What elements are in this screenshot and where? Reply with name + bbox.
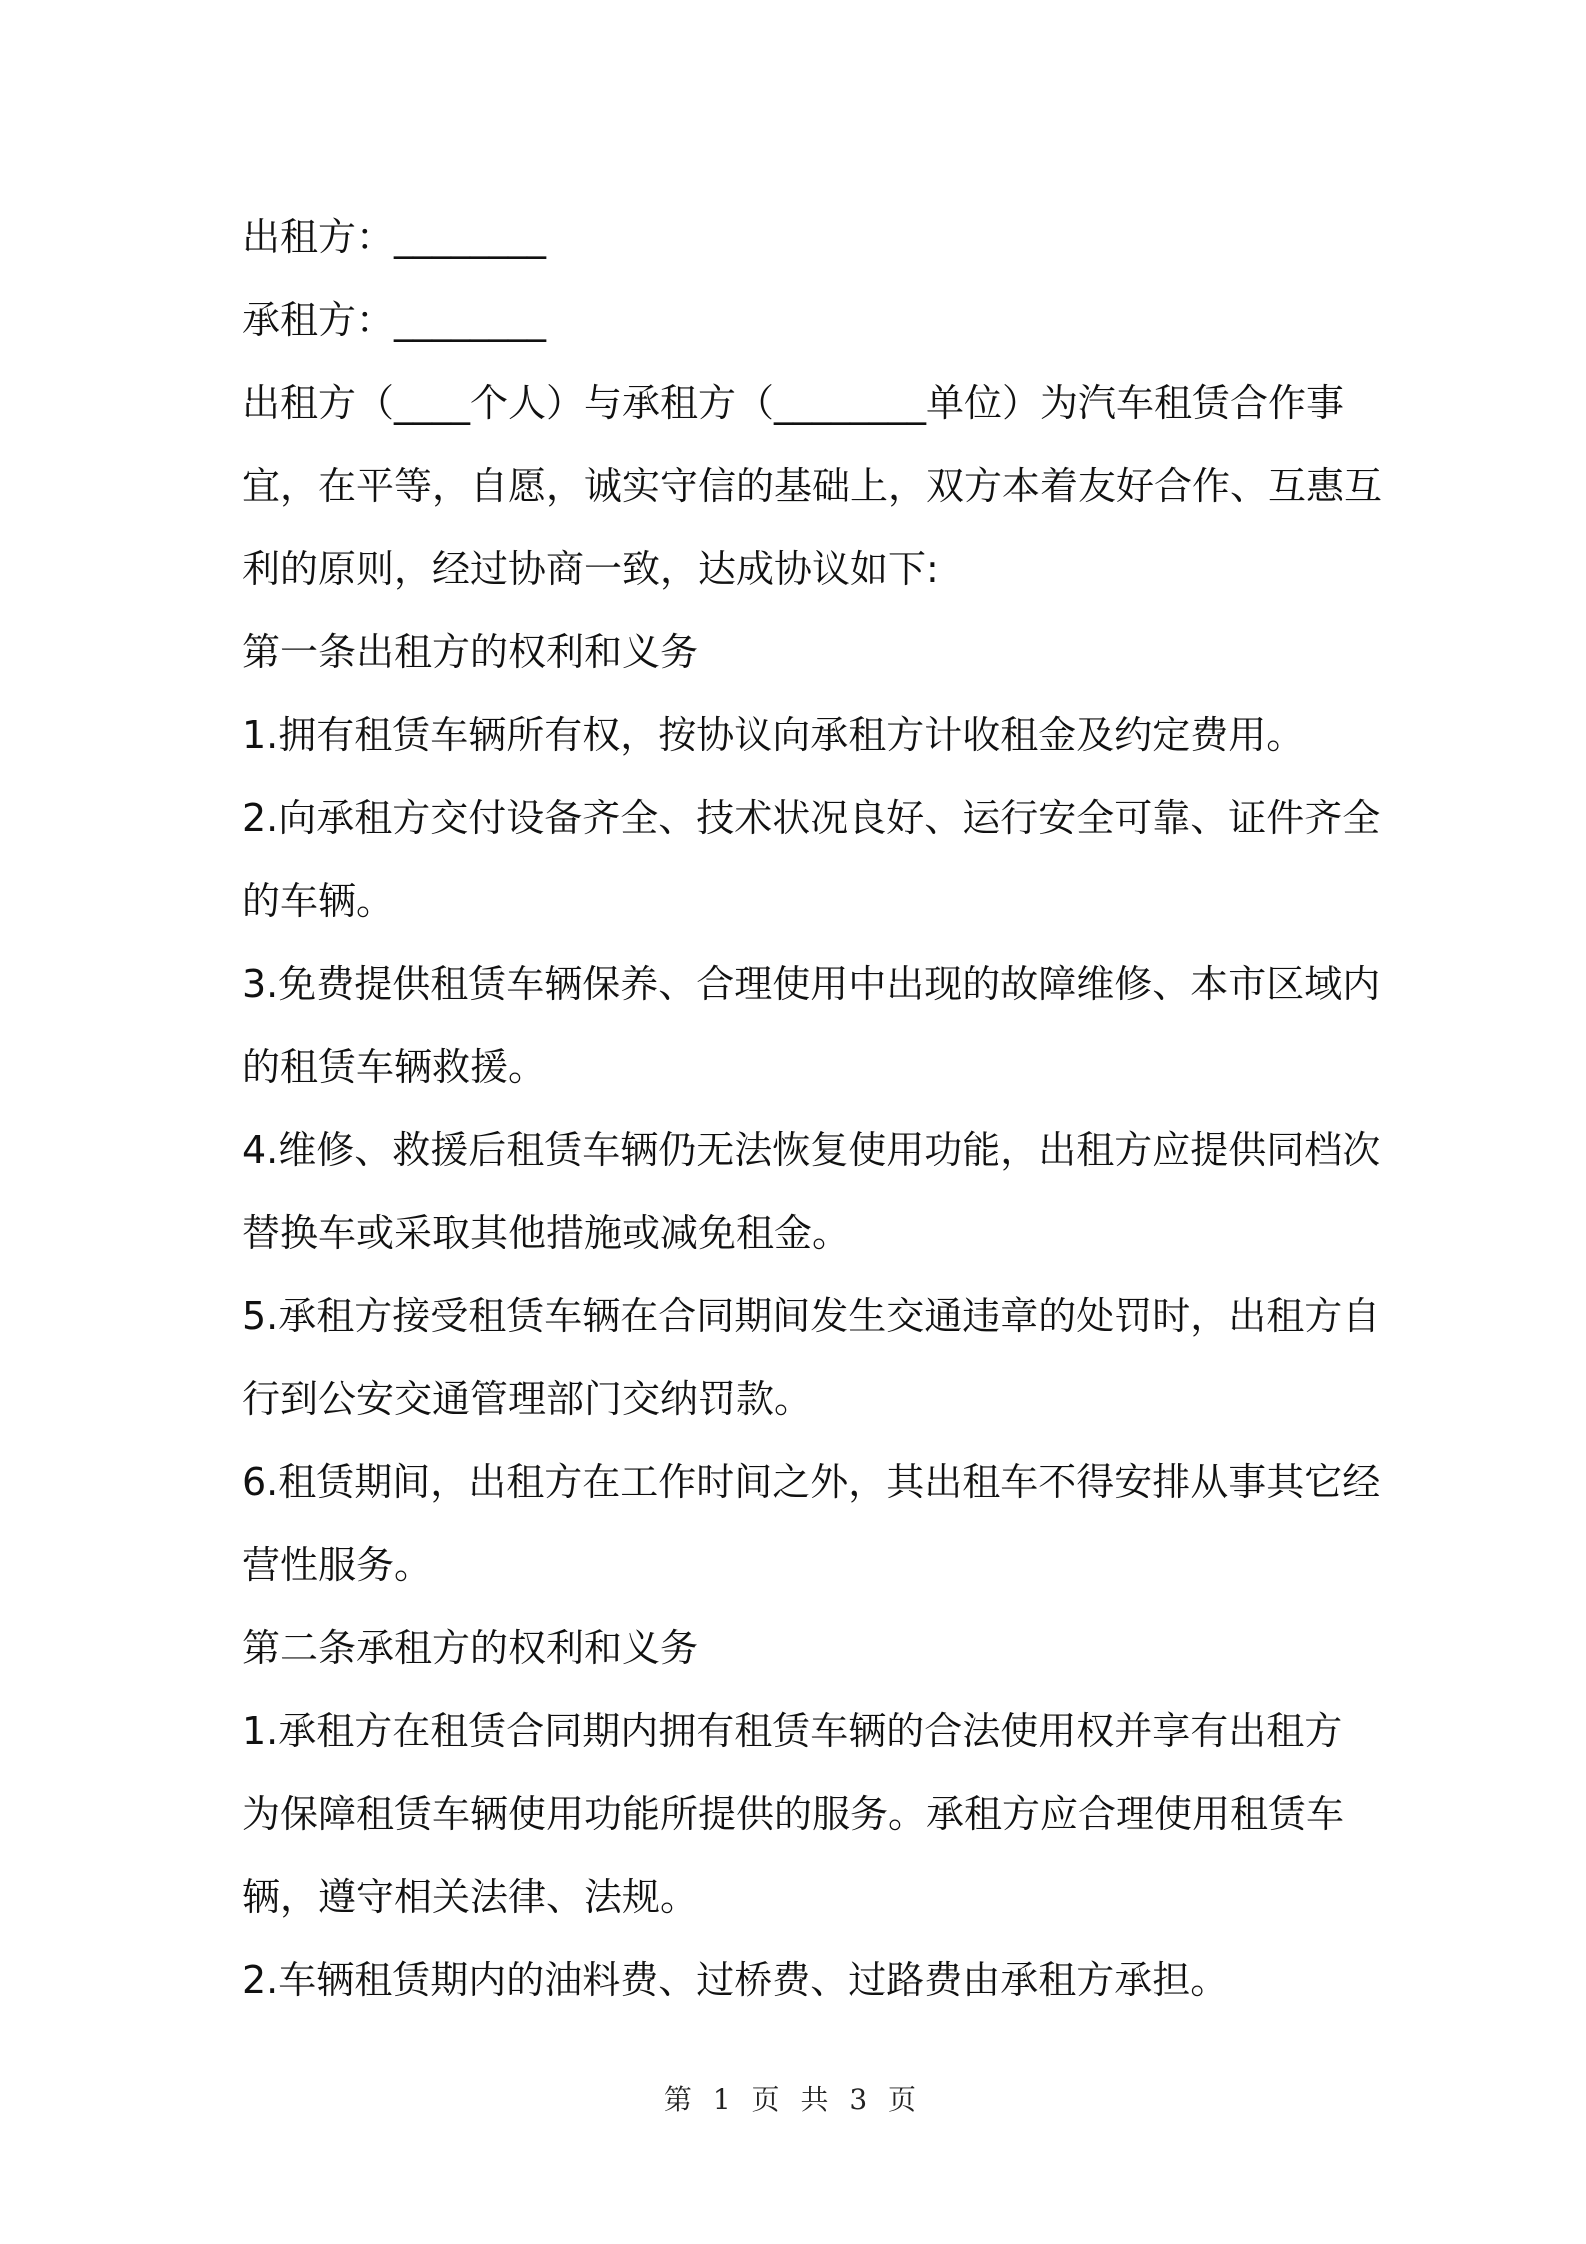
intro-paragraph-line-1: 出租方（____个人）与承租方（________单位）为汽车租赁合作事 [242,381,1345,425]
section-1-item-4-line-2: 替换车或采取其他措施或减免租金。 [242,1211,851,1255]
section-1-item-3-line-2: 的租赁车辆救援。 [242,1045,547,1089]
lessor-line: 出租方：________ [242,215,547,259]
section-2-item-1-line-3: 辆，遵守相关法律、法规。 [242,1875,699,1919]
section-1-item-3-line-1: 3.免费提供租赁车辆保养、合理使用中出现的故障维修、本市区域内 [242,962,1381,1006]
page-number-footer: 第 1 页 共 3 页 [663,2083,923,2116]
section-heading-2: 第二条承租方的权利和义务 [242,1626,699,1670]
section-1-item-1: 1.拥有租赁车辆所有权，按协议向承租方计收租金及约定费用。 [242,713,1305,757]
document-body [242,196,1383,2022]
section-1-item-2-line-2: 的车辆。 [242,879,395,923]
section-1-item-6-line-1: 6.租赁期间，出租方在工作时间之外，其出租车不得安排从事其它经 [242,1460,1381,1504]
intro-paragraph-line-2: 宜，在平等，自愿，诚实守信的基础上，双方本着友好合作、互惠互 [242,464,1383,508]
section-1-item-4-line-1: 4.维修、救援后租赁车辆仍无法恢复使用功能，出租方应提供同档次 [242,1128,1381,1172]
section-2-item-1-line-2: 为保障租赁车辆使用功能所提供的服务。承租方应合理使用租赁车 [242,1792,1345,1836]
section-2-item-1-line-1: 1.承租方在租赁合同期内拥有租赁车辆的合法使用权并享有出租方 [242,1709,1343,1753]
section-2-item-2: 2.车辆租赁期内的油料费、过桥费、过路费由承租方承担。 [242,1958,1229,2002]
intro-paragraph-line-3: 利的原则，经过协商一致，达成协议如下: [242,547,939,591]
section-1-item-6-line-2: 营性服务。 [242,1543,433,1587]
lessee-line: 承租方：________ [242,298,547,342]
section-1-item-5-line-2: 行到公安交通管理部门交纳罚款。 [242,1377,813,1421]
section-1-item-5-line-1: 5.承租方接受租赁车辆在合同期间发生交通违章的处罚时，出租方自 [242,1294,1381,1338]
section-heading-1: 第一条出租方的权利和义务 [242,630,699,674]
section-1-item-2-line-1: 2.向承租方交付设备齐全、技术状况良好、运行安全可靠、证件齐全 [242,796,1381,840]
